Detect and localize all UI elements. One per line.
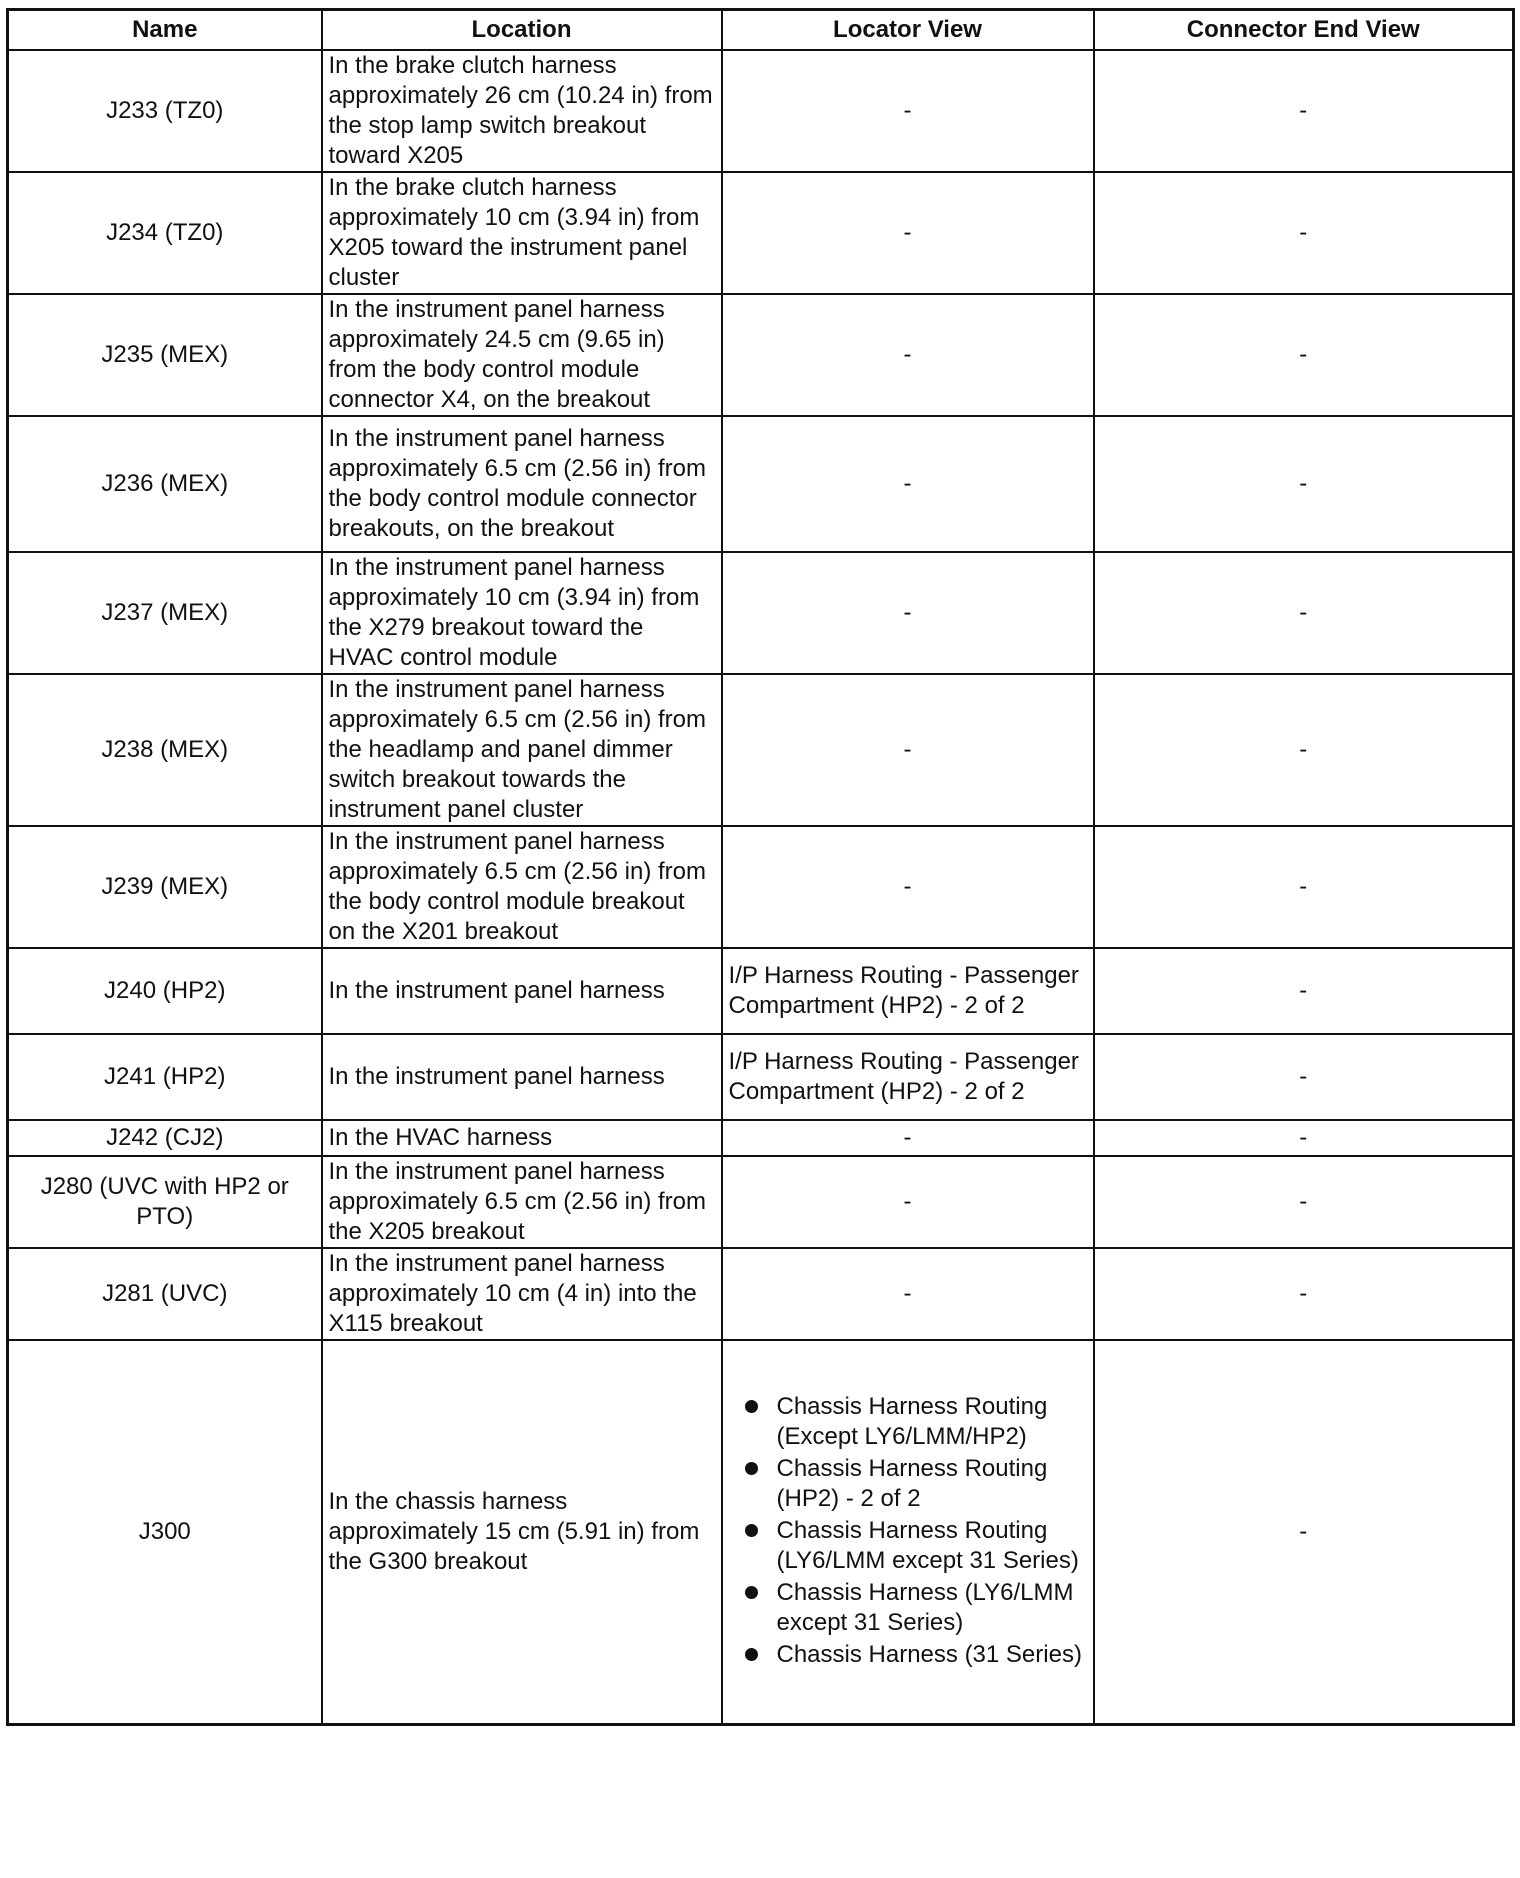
row-name: J241 (HP2) [8, 1034, 322, 1120]
row-name: J233 (TZ0) [8, 50, 322, 172]
row-name: J281 (UVC) [8, 1248, 322, 1340]
table-row [8, 416, 1514, 552]
list-item [745, 1392, 1093, 1452]
row-location: In the instrument panel harness approximately 10 cm (3.94 in) from the X279 breakout toward the HVAC control module [322, 552, 722, 674]
table-row [8, 674, 1514, 826]
table-row [8, 1340, 1514, 1724]
list-item-text: Chassis Harness Routing (LY6/LMM except 31 Series) [776, 1516, 1079, 1574]
row-connector-end-view: - [1094, 1034, 1514, 1120]
row-location: In the instrument panel harness approximately 24.5 cm (9.65 in) from the body control module connector X4, on the breakout [322, 294, 722, 416]
row-name: J236 (MEX) [8, 416, 322, 552]
table-row [8, 1034, 1514, 1120]
list-item-text: Chassis Harness (31 Series) [776, 1640, 1082, 1668]
table-row [8, 1120, 1514, 1156]
header-row [8, 10, 1514, 51]
row-location: In the instrument panel harness [322, 1034, 722, 1120]
row-location: In the instrument panel harness approximately 6.5 cm (2.56 in) from the headlamp and panel dimmer switch breakout towards the instrument panel cluster [322, 674, 722, 826]
row-name: J240 (HP2) [8, 948, 322, 1034]
header-name: Name [8, 10, 322, 51]
row-location: In the instrument panel harness approximately 6.5 cm (2.56 in) from the body control module breakout on the X201 breakout [322, 826, 722, 948]
table-row [8, 1156, 1514, 1248]
row-location: In the HVAC harness [322, 1120, 722, 1156]
row-locator-view: - [722, 50, 1094, 172]
table-row [8, 948, 1514, 1034]
row-connector-end-view: - [1094, 172, 1514, 294]
row-name: J235 (MEX) [8, 294, 322, 416]
row-locator-view: - [722, 674, 1094, 826]
header-location: Location [322, 10, 722, 51]
row-location: In the brake clutch harness approximately 26 cm (10.24 in) from the stop lamp switch breakout toward X205 [322, 50, 722, 172]
row-connector-end-view: - [1094, 948, 1514, 1034]
bullet-icon [745, 1524, 758, 1537]
row-locator-view: - [722, 1120, 1094, 1156]
row-locator-view: - [722, 416, 1094, 552]
row-location: In the brake clutch harness approximately 10 cm (3.94 in) from X205 toward the instrument panel cluster [322, 172, 722, 294]
list-item [745, 1516, 1093, 1576]
row-location: In the instrument panel harness approximately 6.5 cm (2.56 in) from the X205 breakout [322, 1156, 722, 1248]
bullet-icon [745, 1462, 758, 1475]
row-name: J238 (MEX) [8, 674, 322, 826]
row-connector-end-view: - [1094, 294, 1514, 416]
row-locator-view: - [722, 294, 1094, 416]
row-connector-end-view: - [1094, 1120, 1514, 1156]
table-row [8, 294, 1514, 416]
row-connector-end-view: - [1094, 1248, 1514, 1340]
row-name: J300 [8, 1340, 322, 1724]
locator-view-list [723, 1386, 1093, 1678]
table-row [8, 552, 1514, 674]
list-item [745, 1640, 1093, 1670]
row-locator-view: - [722, 1248, 1094, 1340]
list-item-text: Chassis Harness Routing (HP2) - 2 of 2 [776, 1454, 1048, 1512]
table-row [8, 826, 1514, 948]
row-locator-view [722, 1340, 1094, 1724]
row-connector-end-view: - [1094, 1156, 1514, 1248]
row-locator-view: - [722, 552, 1094, 674]
table-row [8, 172, 1514, 294]
row-connector-end-view: - [1094, 552, 1514, 674]
row-connector-end-view: - [1094, 50, 1514, 172]
header-locator-view: Locator View [722, 10, 1094, 51]
row-locator-view: - [722, 172, 1094, 294]
bullet-icon [745, 1586, 758, 1599]
header-connector-end-view: Connector End View [1094, 10, 1514, 51]
row-location: In the instrument panel harness [322, 948, 722, 1034]
row-connector-end-view: - [1094, 1340, 1514, 1724]
row-name: J237 (MEX) [8, 552, 322, 674]
row-location: In the chassis harness approximately 15 cm (5.91 in) from the G300 breakout [322, 1340, 722, 1724]
row-location: In the instrument panel harness approximately 10 cm (4 in) into the X115 breakout [322, 1248, 722, 1340]
row-locator-view: I/P Harness Routing - Passenger Compartment (HP2) - 2 of 2 [722, 1034, 1094, 1120]
list-item-text: Chassis Harness Routing (Except LY6/LMM/HP2) [776, 1392, 1048, 1450]
connector-location-table [6, 8, 1515, 1726]
table-row [8, 50, 1514, 172]
row-connector-end-view: - [1094, 674, 1514, 826]
bullet-icon [745, 1648, 758, 1661]
row-connector-end-view: - [1094, 416, 1514, 552]
row-locator-view: I/P Harness Routing - Passenger Compartment (HP2) - 2 of 2 [722, 948, 1094, 1034]
row-locator-view: - [722, 826, 1094, 948]
list-item-text: Chassis Harness (LY6/LMM except 31 Series) [776, 1578, 1074, 1636]
bullet-icon [745, 1400, 758, 1413]
row-name: J242 (CJ2) [8, 1120, 322, 1156]
row-connector-end-view: - [1094, 826, 1514, 948]
row-name: J280 (UVC with HP2 or PTO) [8, 1156, 322, 1248]
row-locator-view: - [722, 1156, 1094, 1248]
row-location: In the instrument panel harness approximately 6.5 cm (2.56 in) from the body control module connector breakouts, on the breakout [322, 416, 722, 552]
list-item [745, 1578, 1093, 1638]
row-name: J239 (MEX) [8, 826, 322, 948]
table-row [8, 1248, 1514, 1340]
list-item [745, 1454, 1093, 1514]
row-name: J234 (TZ0) [8, 172, 322, 294]
